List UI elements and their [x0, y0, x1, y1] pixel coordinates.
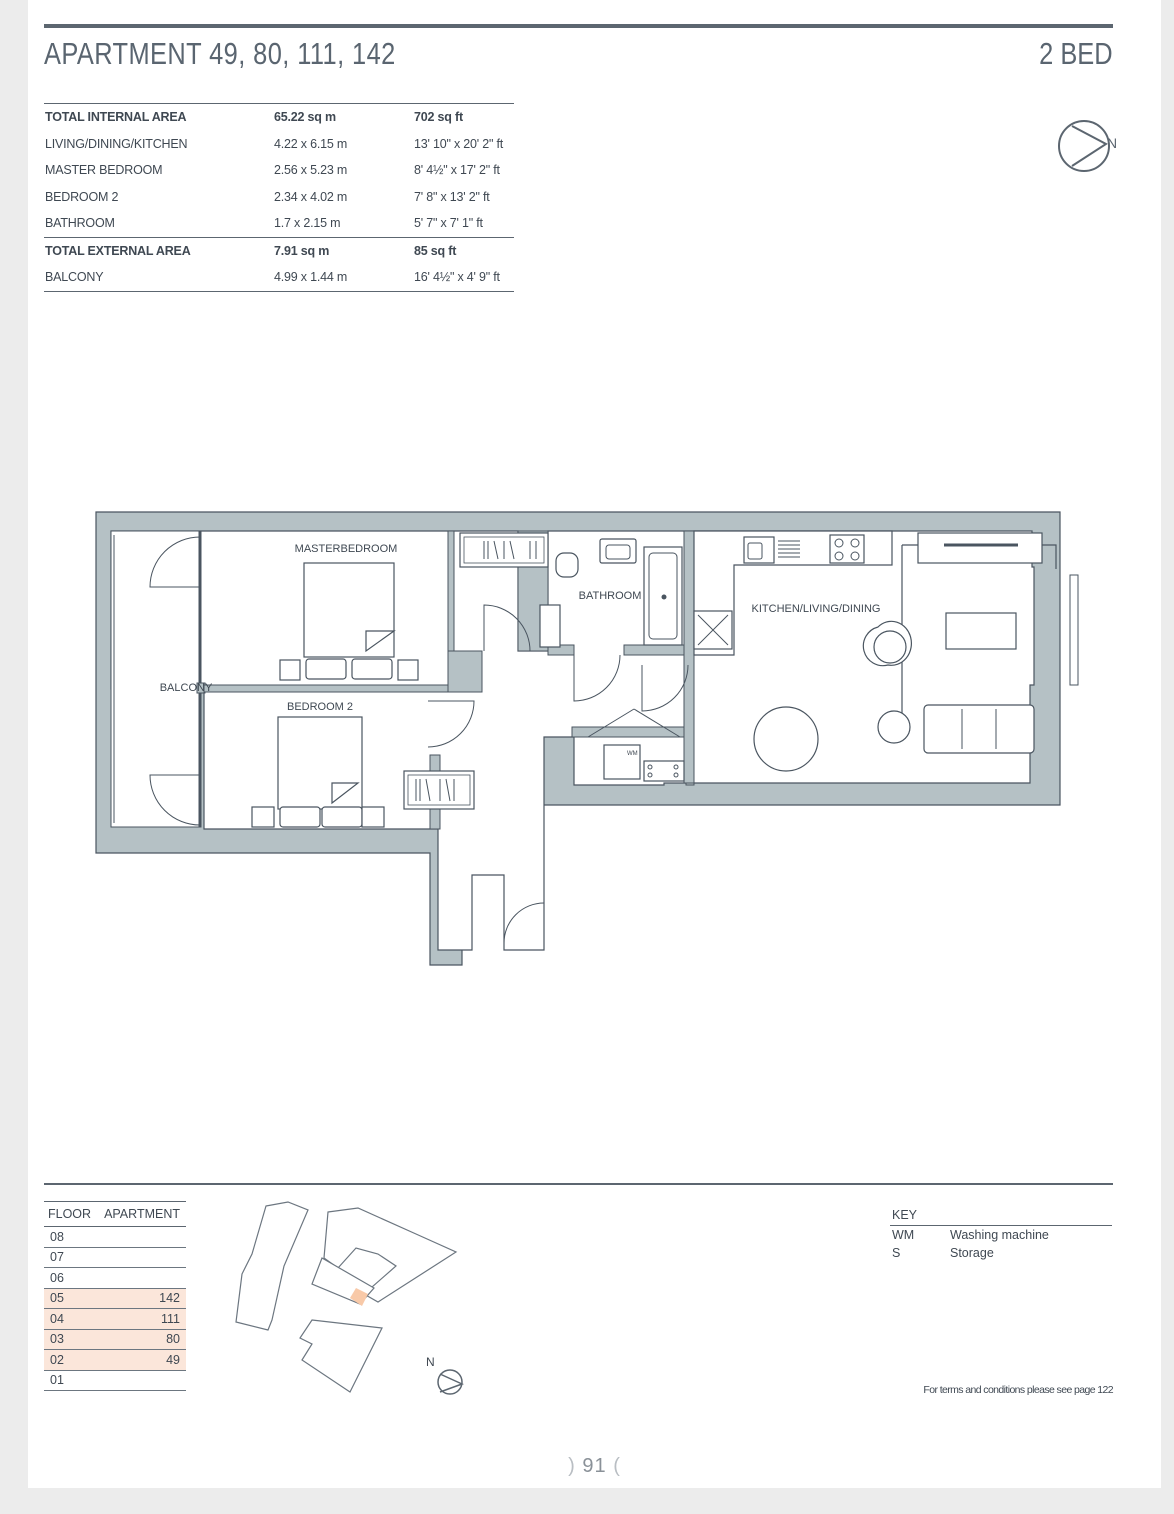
floor-row	[44, 1288, 186, 1309]
label-balcony: BALCONY	[159, 682, 213, 694]
area-row	[44, 237, 514, 264]
key-label: Storage	[950, 1246, 994, 1260]
floor-number: 06	[44, 1268, 94, 1289]
floor-number: 03	[44, 1329, 94, 1350]
apartment-number: 142	[94, 1288, 186, 1309]
area-imperial: 702 sq ft	[413, 104, 514, 131]
area-imperial: 13' 10" x 20' 2" ft	[414, 136, 504, 151]
compass-label: N	[1107, 135, 1118, 151]
page-number-value: 91	[582, 1455, 607, 1477]
area-metric: 4.99 x 1.44 m	[273, 264, 413, 291]
apartment-number	[94, 1227, 186, 1248]
floor-row	[44, 1309, 186, 1330]
floor-number: 04	[44, 1309, 94, 1330]
apartment-number: 80	[94, 1329, 186, 1350]
brochure-page	[28, 0, 1161, 1488]
area-row	[44, 210, 514, 237]
apartment-number: 111	[94, 1309, 186, 1330]
area-imperial: 85 sq ft	[413, 237, 514, 264]
floor-table	[44, 1201, 186, 1391]
balcony	[111, 531, 201, 827]
page-title: APARTMENT 49, 80, 111, 142	[44, 36, 396, 71]
area-name: LIVING/DINING/KITCHEN	[45, 136, 188, 151]
key-row	[890, 1244, 1112, 1262]
page-bracket-left: )	[568, 1455, 576, 1477]
floor-row	[44, 1370, 186, 1391]
area-name: TOTAL INTERNAL AREA	[44, 104, 273, 131]
bottom-rule	[44, 1183, 1113, 1185]
area-imperial: 8' 4½" x 17' 2" ft	[414, 163, 500, 178]
area-metric: 7.91 sq m	[273, 237, 413, 264]
floor-row	[44, 1268, 186, 1289]
key-row	[890, 1226, 1112, 1244]
label-bathroom: BATHROOM	[578, 590, 642, 602]
label-kitchen: KITCHEN/LIVING/DINING	[751, 603, 881, 615]
area-imperial: 5' 7" x 7' 1" ft	[414, 216, 483, 231]
area-metric: 2.34 x 4.02 m	[274, 189, 348, 204]
apartment-header: APARTMENT	[94, 1202, 186, 1227]
area-name: MASTER BEDROOM	[45, 163, 163, 178]
key-label: Washing machine	[950, 1228, 1049, 1242]
page-number	[28, 1455, 1161, 1478]
apartment-number: 49	[94, 1350, 186, 1371]
apartment-number	[94, 1247, 186, 1268]
key-title: KEY	[890, 1206, 1112, 1226]
floor-number: 07	[44, 1247, 94, 1268]
area-metric: 1.7 x 2.15 m	[274, 216, 341, 231]
area-row	[44, 131, 514, 158]
top-rule	[44, 24, 1113, 28]
area-row	[44, 104, 514, 131]
wm-label: WM	[627, 751, 638, 757]
bed-type-label: 2 BED	[1039, 36, 1113, 71]
area-imperial: 16' 4½" x 4' 9" ft	[413, 264, 514, 291]
floor-row	[44, 1247, 186, 1268]
floor-number: 01	[44, 1370, 94, 1391]
area-name: TOTAL EXTERNAL AREA	[44, 237, 273, 264]
site-plan	[228, 1198, 488, 1408]
site-north-label: N	[426, 1355, 435, 1369]
floor-row	[44, 1227, 186, 1248]
area-imperial: 7' 8" x 13' 2" ft	[414, 189, 490, 204]
floor-header: FLOOR	[44, 1202, 94, 1227]
key-legend	[890, 1206, 1112, 1262]
terms-note: For terms and conditions please see page 122	[923, 1384, 1113, 1396]
area-metric: 4.22 x 6.15 m	[274, 136, 348, 151]
apartment-number	[94, 1370, 186, 1391]
area-row	[44, 157, 514, 184]
floor-number: 08	[44, 1227, 94, 1248]
key-code: WM	[892, 1228, 915, 1242]
page-bracket-right: (	[613, 1455, 621, 1477]
area-schedule	[44, 103, 514, 292]
area-name: BATHROOM	[45, 216, 115, 231]
label-bedroom-2: BEDROOM 2	[286, 701, 354, 713]
area-metric: 65.22 sq m	[273, 104, 413, 131]
north-compass-icon	[1058, 118, 1118, 176]
area-metric: 2.56 x 5.23 m	[274, 163, 348, 178]
apartment-number	[94, 1268, 186, 1289]
floor-number: 05	[44, 1288, 94, 1309]
area-name: BALCONY	[44, 264, 273, 291]
floor-number: 02	[44, 1350, 94, 1371]
area-row	[44, 184, 514, 211]
floor-plan	[94, 505, 1094, 975]
area-row	[44, 264, 514, 291]
area-name: BEDROOM 2	[45, 189, 119, 204]
floor-row	[44, 1329, 186, 1350]
floor-row	[44, 1350, 186, 1371]
key-code: S	[892, 1246, 901, 1260]
label-master-bedroom: MASTERBEDROOM	[294, 543, 398, 555]
